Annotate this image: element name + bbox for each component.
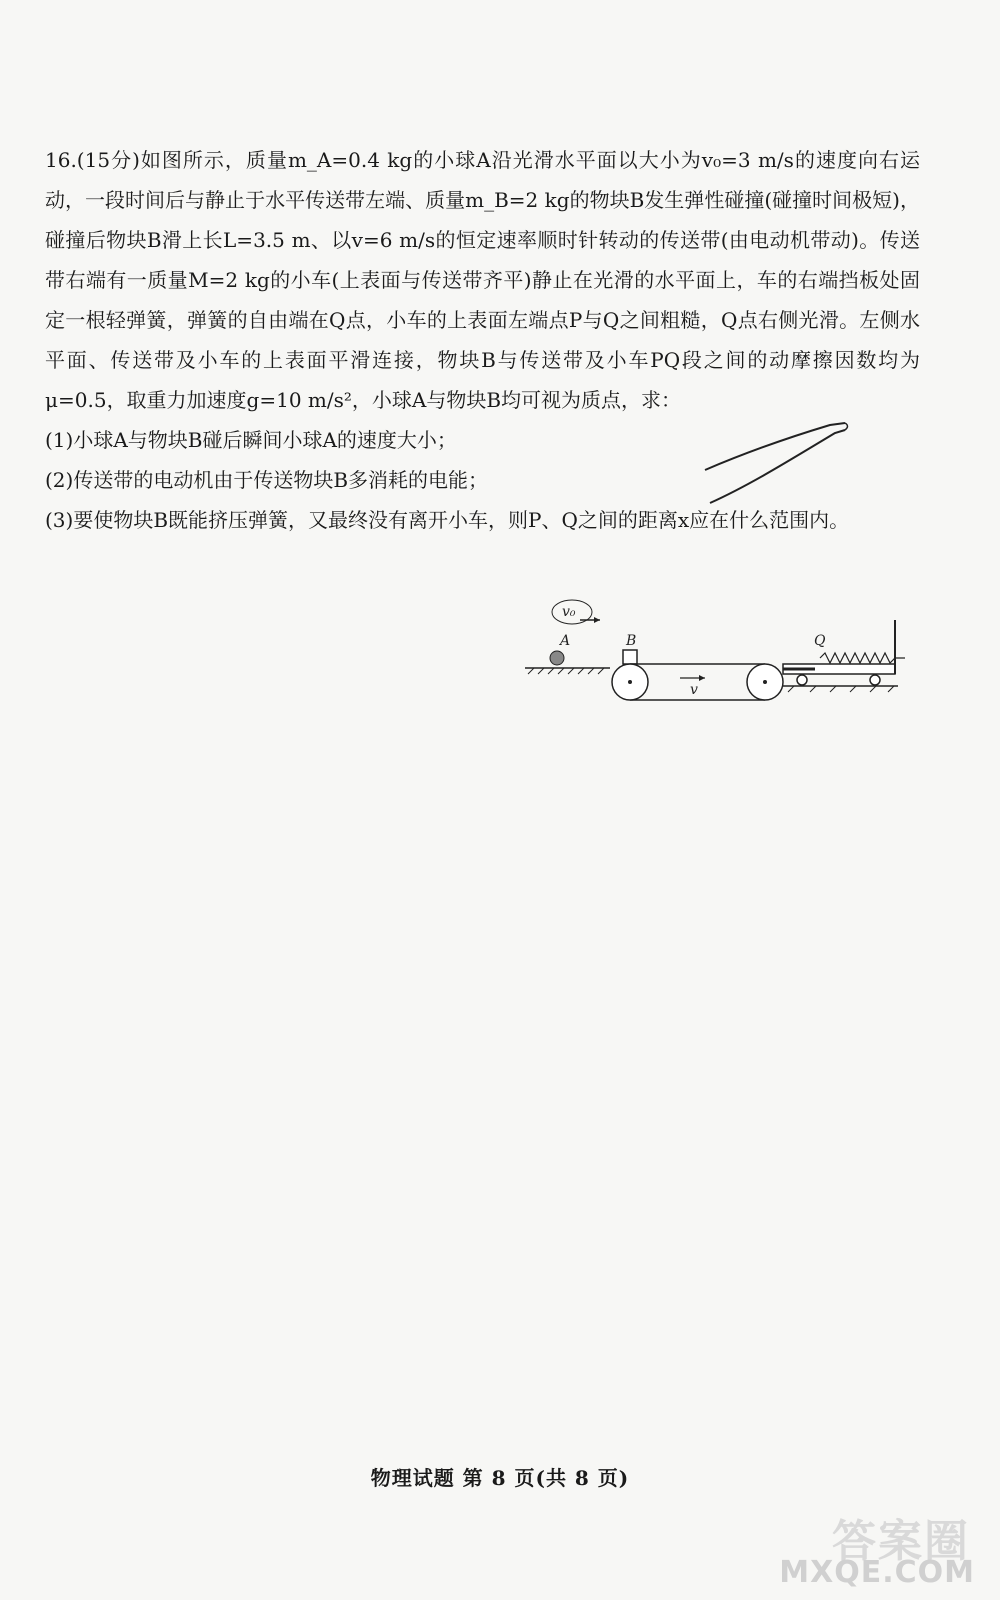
- watermark-logo-text: 答案圈: [832, 1516, 970, 1567]
- question-3: (3)要使物块B既能挤压弹簧，又最终没有离开小车，则P、Q之间的距离x应在什么范围内。: [45, 508, 850, 532]
- watermark-url: MXQE.COM: [779, 1555, 975, 1590]
- label-b: B: [626, 633, 637, 649]
- label-a: A: [560, 633, 571, 649]
- ball-a: [550, 651, 564, 665]
- handwritten-scribble: [700, 415, 860, 515]
- v0-arrow: [552, 600, 600, 624]
- question-2: (2)传送带的电动机由于传送物块B多消耗的电能；: [45, 468, 489, 492]
- block-b: [623, 650, 637, 664]
- label-v: v: [690, 682, 698, 698]
- label-v0: v₀: [562, 604, 576, 620]
- label-q: Q: [814, 633, 826, 649]
- page-footer: 物理试题 第 8 页(共 8 页): [370, 1466, 630, 1490]
- right-ground: [783, 686, 898, 692]
- physics-figure: [520, 590, 920, 730]
- question-1: (1)小球A与物块B碰后瞬间小球A的速度大小；: [45, 428, 457, 452]
- cart: [783, 620, 895, 685]
- problem-stem: 16.(15分)如图所示，质量m_A=0.4 kg的小球A沿光滑水平面以大小为v₀=3 m/s的速度向右运动，一段时间后与静止于水平传送带左端、质量m_B=2 kg的物块B发生弹性碰撞(碰撞时间极短)，碰撞后物块B滑上长L=3.5 m、以v=6 m/s的恒定速率顺时针转动的传送带(由电动机带动)。传送带右端有一质量M=2 kg的小车(上表面与传送带齐平)静止在光滑的水平面上，车的右端挡板处固定一根轻弹簧，弹簧的自由端在Q点，小车的上表面左端点P与Q之间粗糙，Q点右侧光滑。左侧水平面、传送带及小车的上表面平滑连接，物块B与传送带及小车PQ段之间的动摩擦因数均为μ=0.5，取重力加速度g=10 m/s²，小球A与物块B均可视为质点，求：: [45, 148, 920, 412]
- left-ground: [525, 668, 610, 674]
- spring: [820, 653, 905, 663]
